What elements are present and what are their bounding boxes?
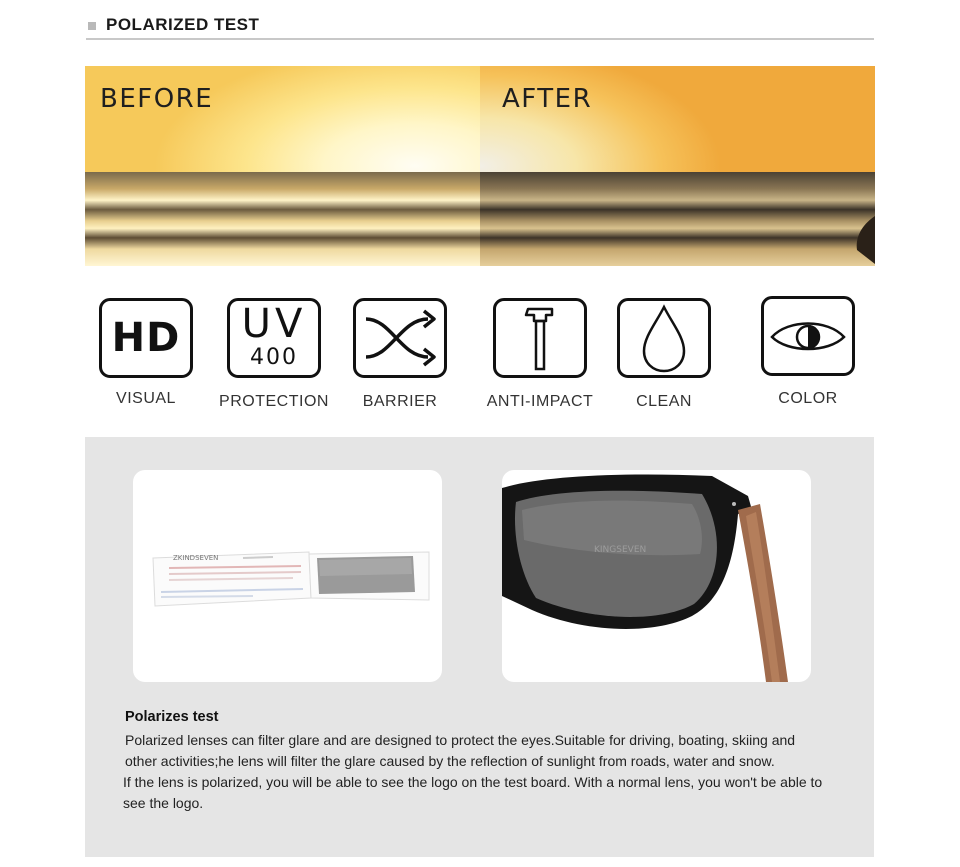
section-header	[86, 14, 874, 40]
feature-protection	[214, 298, 334, 418]
sunglasses-photo	[502, 470, 811, 682]
feature-label: COLOR	[778, 390, 838, 407]
feature-label: ANTI-IMPACT	[486, 393, 594, 410]
description-paragraph: Polarized lenses can filter glare and are designed to protect the eyes.Suitable for driving, boating, skiing and other activities;he lens will filter the glare caused by the reflection of sunlight from roads, water and snow.	[125, 732, 796, 769]
feature-label: PROTECTION	[219, 393, 329, 410]
eye-icon	[761, 296, 855, 376]
shuffle-arrows-icon	[353, 298, 447, 378]
polarized-test-panel	[85, 437, 874, 857]
feature-anti-impact	[478, 298, 602, 418]
before-after-comparison	[85, 66, 875, 266]
svg-text:ZKINDSEVEN: ZKINDSEVEN	[173, 554, 219, 562]
svg-text:KINGSEVEN: KINGSEVEN	[594, 545, 647, 555]
after-image	[480, 66, 875, 266]
feature-visual	[96, 298, 196, 418]
description-paragraph: If the lens is polarized, you will be able to see the logo on the test board. With a normal lens, you won't be able to see the logo.	[123, 774, 823, 811]
feature-label: VISUAL	[116, 390, 176, 407]
description-block	[125, 707, 825, 814]
bullet-square-icon	[88, 22, 96, 30]
hd-icon: HD	[99, 298, 193, 378]
water-drop-icon	[617, 298, 711, 378]
feature-clean	[614, 298, 714, 418]
uv400-icon: UV 400	[227, 298, 321, 378]
description-heading: Polarizes test	[125, 709, 219, 725]
hammer-icon	[493, 298, 587, 378]
feature-color	[758, 296, 858, 416]
feature-label: BARRIER	[362, 393, 438, 410]
feature-barrier	[350, 298, 450, 418]
before-label: BEFORE	[100, 84, 214, 114]
test-board-photo	[133, 470, 442, 682]
after-label: AFTER	[502, 84, 593, 114]
section-title: POLARIZED TEST	[106, 15, 260, 34]
feature-label: CLEAN	[636, 393, 692, 410]
before-image	[85, 66, 480, 266]
